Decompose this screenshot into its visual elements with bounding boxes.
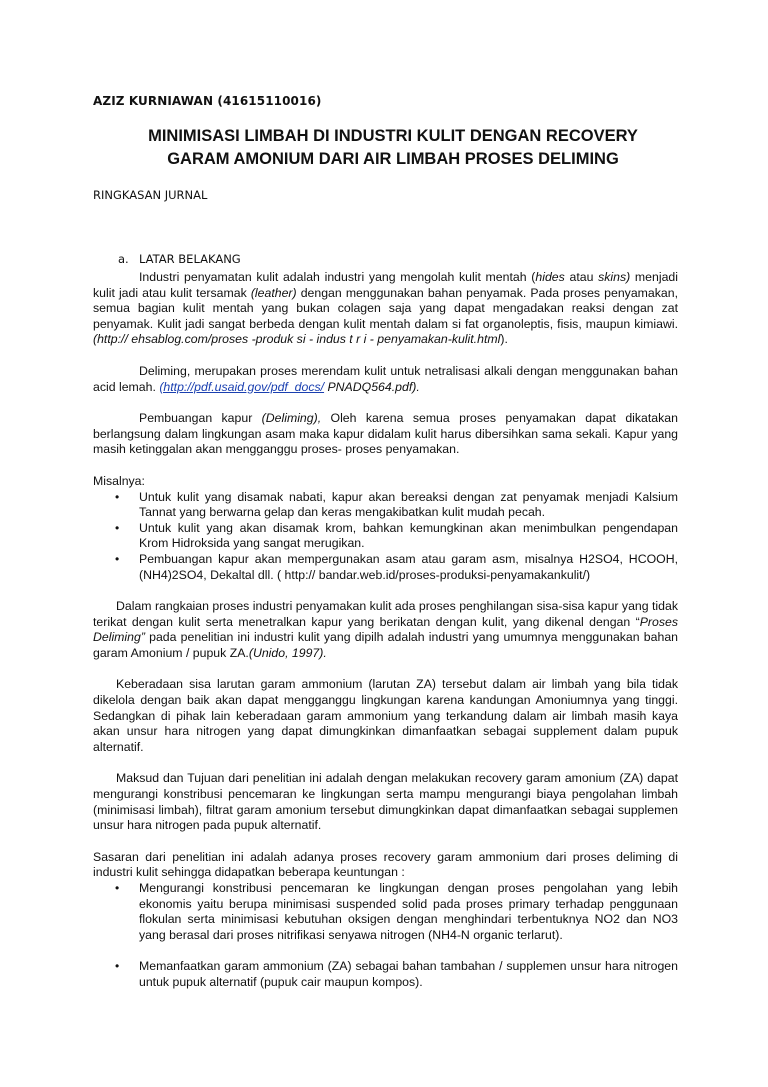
p2-link[interactable]: (http://pdf.usaid.gov/pdf_docs/ [159,379,325,394]
paragraph-6: Maksud dan Tujuan dari penelitian ini adalah dengan melakukan recovery garam amonium (ZA) dapat mengurangi konstribusi pencemaran ke lingkungan serta mampu mengurangi biaya pengolahan limbah (minimisasi limbah), filtrat garam amonium tersebut dimungkinkan dapat dimanfaatkan sebagai supplemen unsur hara nitrogen pada pupuk alternatif. [93,771,678,833]
section-heading [118,252,241,266]
bullet-list-2 [93,881,678,991]
section-letter: a. [118,252,129,266]
p4-italic-term: Proses Deliming” [93,614,678,645]
paragraph-5: Keberadaan sisa larutan garam ammonium (larutan ZA) tersebut dalam air limbah yang bila tidak dikelola dengan baik akan dapat mengganggu lingkungan karena kandungan Amoniumnya yang tinggi. Sedangkan di pihak lain keberadaan garam ammonium yang terkandung dalam air limbah masih kaya akan unsur hara nitrogen yang dapat dimungkinkan dimanfaatkan sebagai supplement dalam pupuk alternatif. [93,677,678,754]
bullet-list-1 [93,490,678,584]
paragraph-4 [93,599,678,661]
p1-citation: (http:// ehsablog.com/proses -produk si - indus t r i - penyamakan-kulit.html [93,332,501,347]
p2-text-a: Deliming, merupakan proses merendam kulit untuk netralisasi alkali dengan menggunakan bahan acid lemah. [93,363,678,394]
list-item: • Pembuangan kapur akan mempergunakan asam atau garam asm, misalnya H2SO4, HCOOH, (NH4)2SO4, Dekaltal dll. ( http:// bandar.web.id/proses-produksi-penyamakankulit/) [115,551,678,582]
p1-text-e: menjadi kulit jadi atau kulit tersamak [93,270,678,300]
p2-text-b: PNADQ564.pdf). [324,379,420,394]
list-item: • Untuk kulit yang akan disamak krom, bahkan kemungkinan akan menimbulkan pengendapan Krom Hidroksida yang sangat merugikan. [115,520,678,551]
title-line-1: MINIMISASI LIMBAH DI INDUSTRI KULIT DENGAN RECOVERY [148,127,638,145]
p1-italic-hides: hides [535,270,565,284]
p4-text-c: pada penelitian ini industri kulit yang dipilh adalah industri yang umumnya menggunakan bahan garam Amonium / pupuk ZA. [93,630,678,660]
bullet-icon: • [115,881,120,895]
title-line-2: GARAM AMONIUM DARI AIR LIMBAH PROSES DELIMING [167,150,619,168]
bullet-icon: • [115,959,120,974]
list-item: • Mengurangi konstribusi pencemaran ke lingkungan dengan proses pengolahan yang lebih ekonomis yaitu berupa minimisasi suspended solid pada proses primary terhadap penggunaan flokulan serta minimisasi kebutuhan oksigen dengan menghindari terbentuknya NO2 dan NO3 yang berasal dari proses nitrifikasi senyawa nitrogen (NH4-N organic terlarut). [115,881,678,942]
section-title: LATAR BELAKANG [139,252,241,266]
document-body [93,270,678,1007]
author-line: AZIZ KURNIAWAN (41615110016) [93,94,322,108]
p1-text-i: ). [500,332,508,347]
p4-citation: (Unido, 1997). [248,645,327,660]
bullet-icon: • [115,489,120,504]
p4-text-a: Dalam rangkaian proses industri penyamakan kulit ada proses penghilangan sisa-sisa kapur yang tidak terikat dengan kulit serta menetralkan kapur yang berikatan dengan kulit, yang dikenal dengan “ [93,599,678,629]
p1-italic-skins: skins) [598,270,631,284]
p1-text-a: Industri penyamatan kulit adalah industri yang mengolah kulit mentah ( [139,270,536,284]
bullet-icon: • [115,520,120,535]
p3-text-c: Oleh karena semua proses penyamakan dapat dikatakan berlangsung dalam lingkungan asam maka kapur didalam kulit harus dibersihkan sama sekali. Kapur yang masih ketinggalan akan mengganggu proses- proses penyamakan. [93,411,678,457]
paragraph-7: Sasaran dari penelitian ini adalah adanya proses recovery garam ammonium dari proses deliming di industri kulit sehingga didapatkan beberapa keuntungan : [93,849,678,880]
p3-italic-deliming: (Deliming), [261,411,322,426]
paragraph-1 [93,270,678,348]
paragraph-2 [93,364,678,395]
p3-text-a: Pembuangan kapur [139,411,262,426]
p1-italic-leather: (leather) [250,285,297,300]
list-item: • Memanfaatkan garam ammonium (ZA) sebagai bahan tambahan / supplemen unsur hara nitrogen untuk pupuk alternatif (pupuk cair maupun kompos). [115,959,678,989]
summary-label: RINGKASAN JURNAL [93,188,208,202]
list-item: • Untuk kulit yang disamak nabati, kapur akan bereaksi dengan zat penyamak menjadi Kalsium Tannat yang berwarna gelap dan keras mengakibatkan kulit mudah pecah. [115,489,678,520]
p1-text-g: dengan menggunakan bahan penyamak. Pada proses penyamakan, semua bagian kulit mentah yang bukan colagen saja yang dapat mengadakan reaksi dengan zat penyamak. Kulit jadi sangat berbeda dengan kulit mentah dalam si fat organoleptis, fisis, maupun kimiawi. [93,285,678,331]
bullet-icon: • [115,551,120,566]
paragraph-3 [93,411,678,458]
document-title [93,125,693,171]
p1-text-c: atau [564,270,599,284]
misalnya-label: Misalnya: [93,473,145,488]
